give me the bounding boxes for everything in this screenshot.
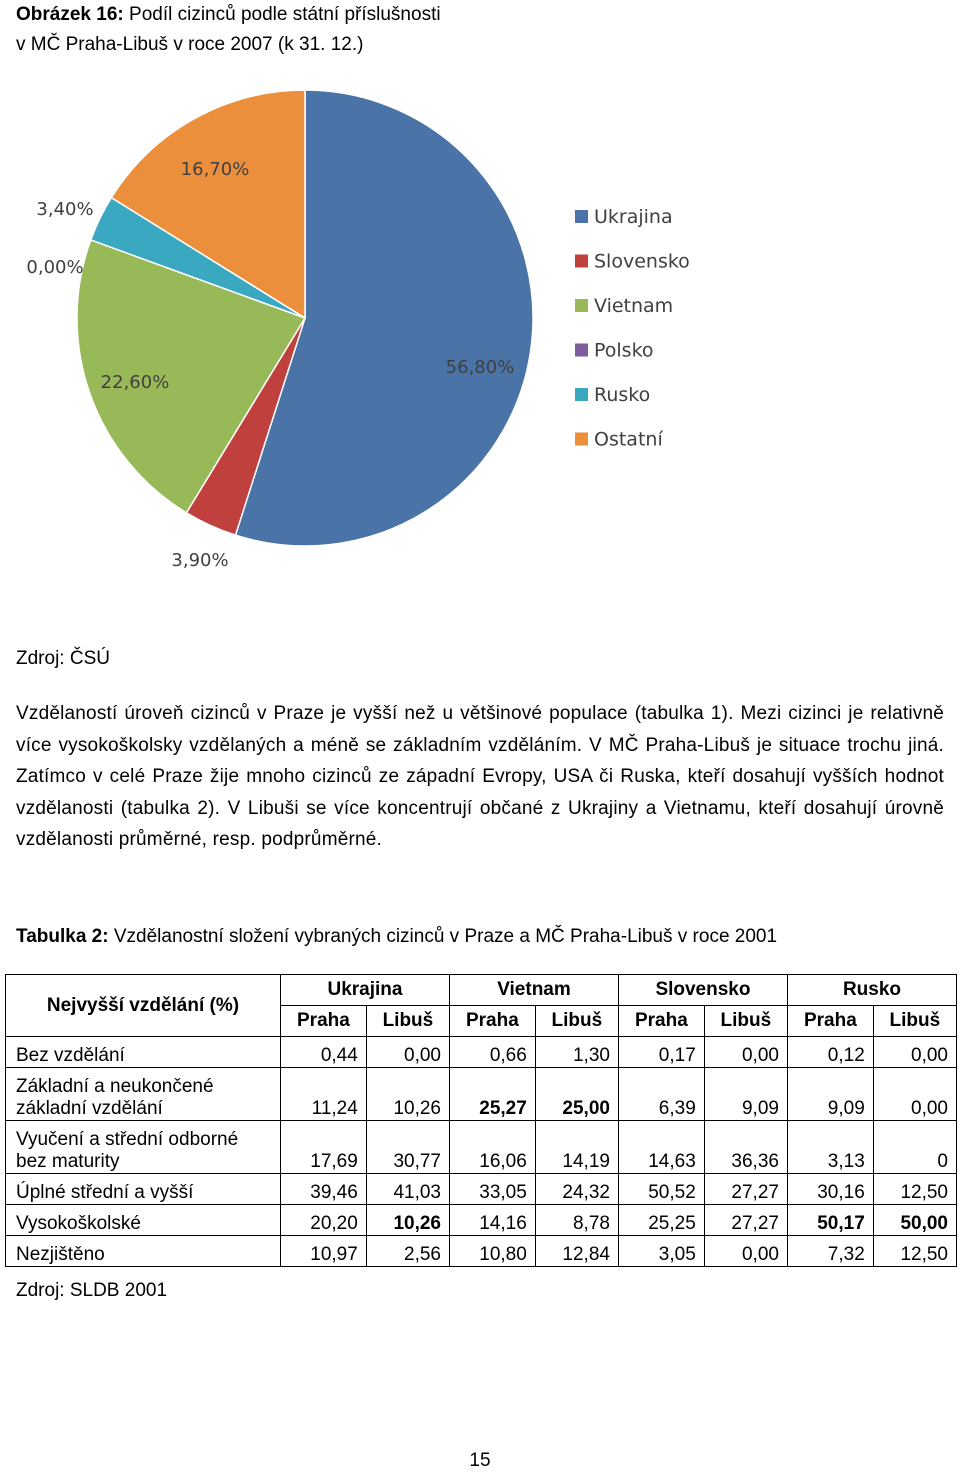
table-cell: 3,13 [787,1121,873,1174]
slice-data-label: 16,70% [180,159,250,180]
subheader-cell: Praha [281,1006,367,1037]
table-source: Zdroj: SLDB 2001 [16,1280,168,1301]
slice-data-label: 0,00% [26,257,84,278]
table-cell: 2,56 [366,1236,449,1267]
table-cell: 0,12 [787,1037,873,1068]
table-cell: 39,46 [281,1174,367,1205]
table-cell: 27,27 [704,1205,787,1236]
table-row [6,1205,957,1236]
body-paragraph: Vzdělaností úroveň cizinců v Praze je vyšší než u většinové populace (tabulka 1). Mezi cizinci je relativně více vysokoškolsky vzdělaných a méně se základním vzděláním. V MČ Praha-Libuš je situace trochu jiná. Zatímco v celé Praze žije mnoho cizinců ze západní Evropy, USA či Ruska, kteří dosahují vyšších hodnot vzdělanosti (tabulka 2). V Libuši se více koncentrují občané z Ukrajiny a Vietnamu, kteří dosahují úrovně vzdělanosti průměrné, resp. podprůměrné. [16,703,944,850]
row-label: Vysokoškolské [6,1205,281,1236]
table-cell: 10,26 [366,1205,449,1236]
group-header: Slovensko [618,975,787,1006]
table-cell: 12,50 [873,1236,956,1267]
slice-data-label: 56,80% [445,357,515,378]
page-number: 15 [469,1450,491,1471]
table-cell: 6,39 [618,1068,704,1121]
table-cell: 20,20 [281,1205,367,1236]
subheader-cell: Libuš [873,1006,956,1037]
subheader-cell: Libuš [704,1006,787,1037]
table-cell: 9,09 [787,1068,873,1121]
table-cell: 0,00 [704,1037,787,1068]
table-cell: 0,66 [449,1037,535,1068]
table-cell: 50,17 [787,1205,873,1236]
table-cell: 17,69 [281,1121,367,1174]
row-label: Základní a neukončené základní vzdělání [6,1068,281,1121]
table-cell: 14,19 [535,1121,618,1174]
legend-label: Rusko [594,384,651,406]
legend-label: Slovensko [594,250,690,273]
legend-swatch [575,299,588,312]
table-cell: 8,78 [535,1205,618,1236]
table-cell: 25,27 [449,1068,535,1121]
figure-caption-line1: Podíl cizinců podle státní příslušnosti [129,4,441,25]
table-cell: 14,16 [449,1205,535,1236]
legend-swatch [575,344,588,357]
table-cell: 1,30 [535,1037,618,1068]
table-corner-header: Nejvyšší vzdělání (%) [6,975,281,1037]
slice-data-label: 3,90% [171,550,229,571]
table-cell: 30,16 [787,1174,873,1205]
table-cell: 50,00 [873,1205,956,1236]
table-cell: 30,77 [366,1121,449,1174]
slice-data-label: 3,40% [36,199,94,220]
legend-label: Polsko [594,339,654,362]
table-row [6,1174,957,1205]
table-header-row [6,975,957,1006]
legend-swatch [575,210,588,223]
table-body [6,1037,957,1267]
table-row [6,1236,957,1267]
figure-caption-line2: v MČ Praha-Libuš v roce 2007 (k 31. 12.) [16,34,364,55]
table-cell: 27,27 [704,1174,787,1205]
table-cell: 0 [873,1121,956,1174]
legend-swatch [575,388,588,401]
figure-label: Obrázek 16: [16,4,124,25]
table-cell: 12,50 [873,1174,956,1205]
table-cell: 0,00 [366,1037,449,1068]
table-cell: 25,25 [618,1205,704,1236]
legend-label: Ukrajina [594,206,673,228]
table-cell: 33,05 [449,1174,535,1205]
legend-label: Ostatní [594,428,663,451]
table-row [6,1037,957,1068]
pie-chart-svg [0,90,960,610]
table-cell: 25,00 [535,1068,618,1121]
row-label: Úplné střední a vyšší [6,1174,281,1205]
row-label: Nezjištěno [6,1236,281,1267]
table-cell: 10,80 [449,1236,535,1267]
table-cell: 24,32 [535,1174,618,1205]
table-caption-text: Vzdělanostní složení vybraných cizinců v Praze a MČ Praha-Libuš v roce 2001 [113,926,778,947]
table-row [6,1121,957,1174]
subheader-cell: Praha [449,1006,535,1037]
row-label: Vyučení a střední odborné bez maturity [6,1121,281,1174]
table-cell: 36,36 [704,1121,787,1174]
figure-caption [16,0,616,60]
table-cell: 7,32 [787,1236,873,1267]
table-cell: 0,17 [618,1037,704,1068]
table-cell: 3,05 [618,1236,704,1267]
table-cell: 12,84 [535,1236,618,1267]
education-table [5,974,957,1267]
table-caption [16,926,777,948]
table-row [6,1068,957,1121]
table-cell: 0,44 [281,1037,367,1068]
subheader-cell: Libuš [366,1006,449,1037]
row-label: Bez vzdělání [6,1037,281,1068]
table-cell: 0,00 [704,1236,787,1267]
figure-source: Zdroj: ČSÚ [16,648,110,669]
subheader-cell: Praha [618,1006,704,1037]
legend-swatch [575,433,588,446]
table-cell: 41,03 [366,1174,449,1205]
table-cell: 9,09 [704,1068,787,1121]
subheader-cell: Praha [787,1006,873,1037]
pie-chart [0,90,960,610]
legend-label: Vietnam [594,295,674,317]
table-cell: 0,00 [873,1068,956,1121]
table-cell: 16,06 [449,1121,535,1174]
table-cell: 0,00 [873,1037,956,1068]
table-cell: 10,97 [281,1236,367,1267]
group-header: Vietnam [449,975,618,1006]
group-header: Rusko [787,975,956,1006]
table-cell: 50,52 [618,1174,704,1205]
group-header: Ukrajina [281,975,450,1006]
table-cell: 10,26 [366,1068,449,1121]
legend-swatch [575,255,588,268]
table-cell: 14,63 [618,1121,704,1174]
subheader-cell: Libuš [535,1006,618,1037]
table-cell: 11,24 [281,1068,367,1121]
table-label: Tabulka 2: [16,926,109,947]
slice-data-label: 22,60% [100,372,170,393]
